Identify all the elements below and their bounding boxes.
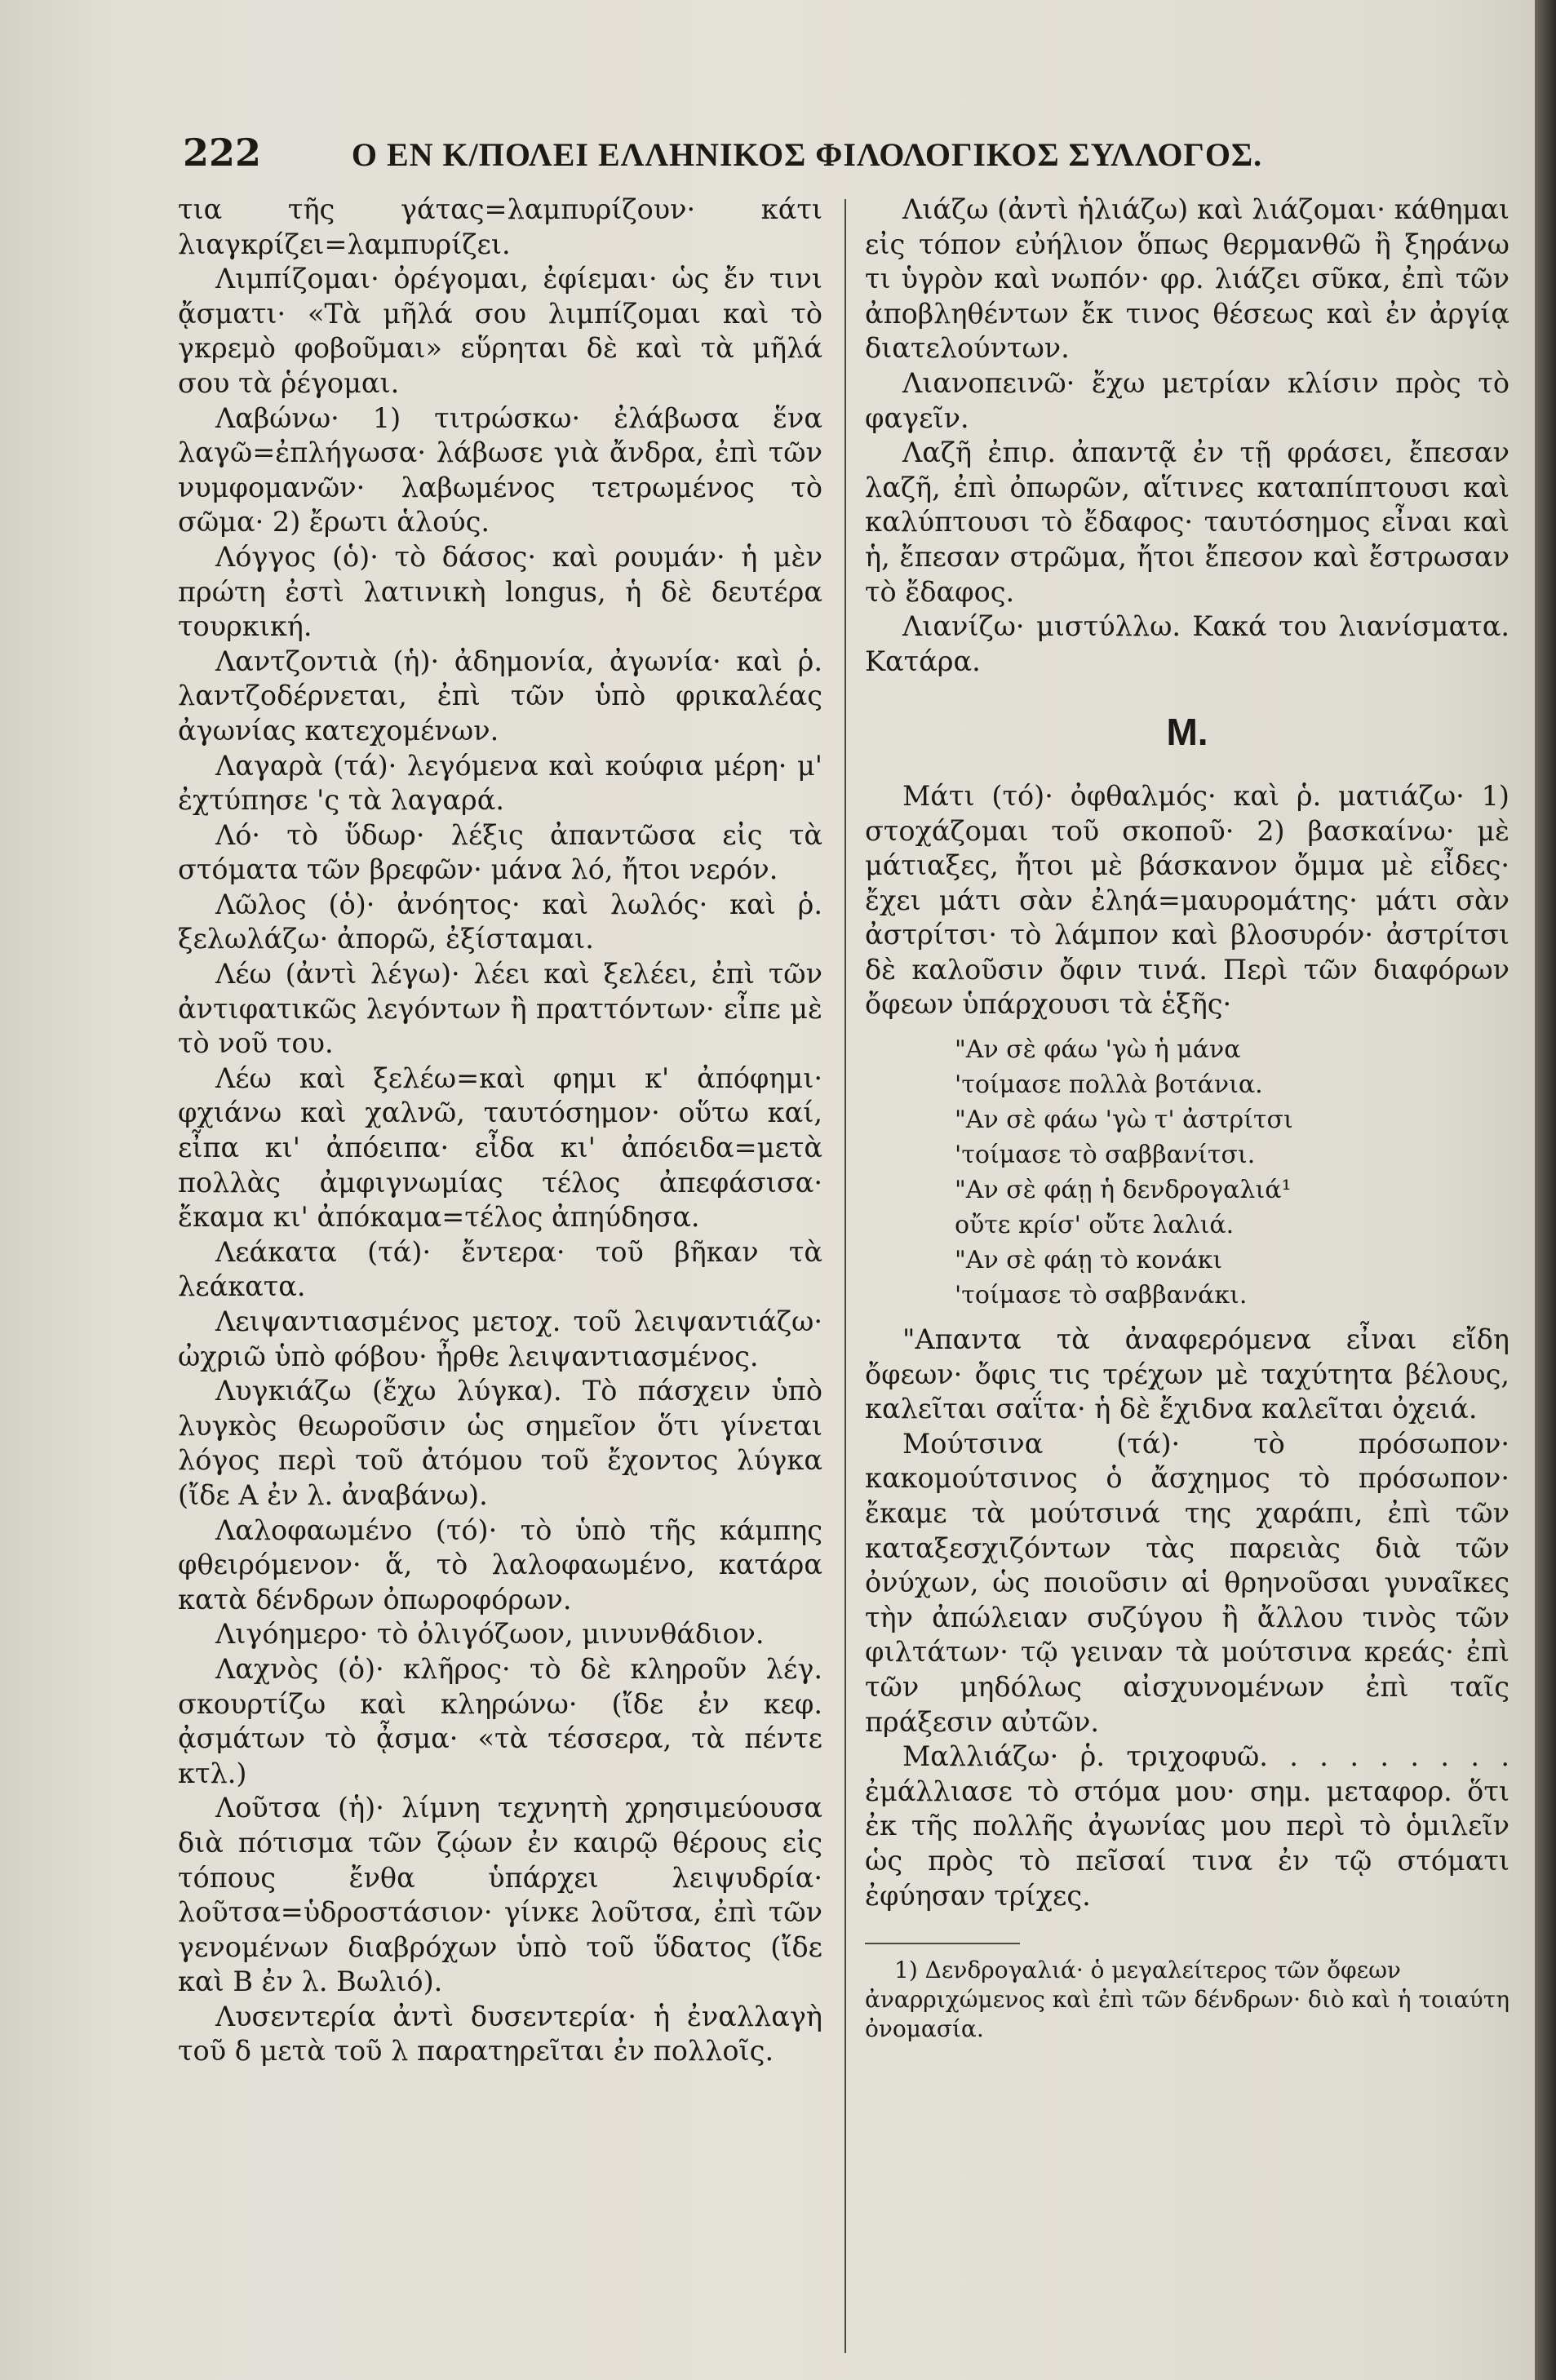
verse-block (955, 1032, 1509, 1313)
dictionary-entry: Λοῦτσα (ἡ)· λίμνη τεχνητὴ χρησιμεύουσα διὰ πότισμα τῶν ζῴων ἐν καιρῷ θέρους εἰς τόπους ἔνθα ὑπάρχει λειψυδρία· λοῦτσα=ὑδροστάσιον· γίνκε λοῦτσα, ἐπὶ τῶν γενομένων διαβρόχων ὑπὸ τοῦ ὕδατος (ἴδε καὶ Β ἐν λ. Βωλιό). (178, 1792, 822, 1998)
dictionary-entry: Λεάκατα (τά)· ἔντερα· τοῦ βῆκαν τὰ λεάκατα. (178, 1235, 822, 1303)
page-number: 222 (183, 131, 262, 175)
right-column (865, 193, 1509, 2044)
column-divider (844, 199, 846, 2353)
verse-line: "Αν σὲ φάῃ τὸ κονάκι (955, 1246, 1223, 1275)
dictionary-entry: Λυγκιάζω (ἔχω λύγκα). Τὸ πάσχειν ὑπὸ λυγκὸς θεωροῦσιν ὡς σημεῖον ὅτι γίνεται λόγος περὶ τοῦ ἀτόμου τοῦ ἔχοντος λύγκα (ἴδε Α ἐν λ. ἀναβάνω). (178, 1375, 822, 1511)
dictionary-entry: Λιανοπεινῶ· ἔχω μετρίαν κλίσιν πρὸς τὸ φαγεῖν. (865, 366, 1509, 434)
running-head: Ο ΕΝ Κ/ΠΟΛΕΙ ΕΛΛΗΝΙΚΟΣ ΦΙΛΟΛΟΓΙΚΟΣ ΣΥΛΛΟΓΟΣ. (351, 136, 1263, 173)
dictionary-entry: Λαχνὸς (ὁ)· κλῆρος· τὸ δὲ κληροῦν λέγ. σκουρτίζω καὶ κληρώνω· (ἴδε ἐν κεφ. ᾀσμάτων τὸ ᾆσμα· «τὰ τέσσερα, τὰ πέντε κτλ.) (178, 1652, 822, 1789)
verse-line: 'τοίμασε πολλὰ βοτάνια. (955, 1070, 1263, 1100)
dictionary-entry: Μαλλιάζω· ῥ. τριχοφυῶ. . . . . . . . . ἐμάλλιασε τὸ στόμα μου· σημ. μεταφορ. ὅτι ἐκ τῆς πολλῆς ἀγωνίας μου περὶ τὸ ὁμιλεῖν ὡς πρὸς τὸ πεῖσαί τινα ἐν τῷ στόματι ἐφύησαν τρίχες. (865, 1740, 1509, 1912)
dictionary-entry: Λαγαρὰ (τά)· λεγόμενα καὶ κούφια μέρη· μ' ἐχτύπησε 'ς τὰ λαγαρά. (178, 749, 822, 817)
verse-line: "Αν σὲ φάω 'γὼ τ' ἀστρίτσι (955, 1106, 1293, 1135)
dictionary-entry: Λό· τὸ ὕδωρ· λέξις ἀπαντῶσα εἰς τὰ στόματα τῶν βρεφῶν· μάνα λό, ἤτοι νερόν. (178, 818, 822, 886)
dictionary-entry: Λαβώνω· 1) τιτρώσκω· ἐλάβωσα ἕνα λαγῶ=ἐπλήγωσα· λάβωσε γιὰ ἄνδρα, ἐπὶ τῶν νυμφομανῶν· λαβωμένος τετρωμένος τὸ σῶμα· 2) ἔρωτι ἁλούς. (178, 401, 822, 538)
dictionary-entry: Μάτι (τό)· ὀφθαλμός· καὶ ῥ. ματιάζω· 1) στοχάζομαι τοῦ σκοποῦ· 2) βασκαίνω· μὲ μάτιαξες, ἤτοι μὲ βάσκανον ὄμμα μὲ εἶδες· ἔχει μάτι σὰν ἐληά=μαυρομάτης· μάτι σὰν ἀστρίτσι· τὸ λάμπον καὶ βλοσυρόν· ἀστρίτσι δὲ καλοῦσιν ὄφιν τινά. Περὶ τῶν διαφόρων ὄφεων ὑπάρχουσι τὰ ἑξῆς· (865, 779, 1509, 1021)
section-heading-letter: Μ. (1166, 711, 1208, 754)
footnote: 1) Δενδρογαλιά· ὁ μεγαλείτερος τῶν ὄφεων ἀναρριχώμενος καὶ ἐπὶ τῶν δένδρων· διὸ καὶ ἡ τοιαύτη ὀνομασία. (865, 1957, 1509, 2043)
dictionary-entry: "Απαντα τὰ ἀναφερόμενα εἶναι εἴδη ὄφεων· ὄφις τις τρέχων μὲ ταχύτητα βέλους, καλεῖται σαΐτα· ἡ δὲ ἔχιδνα καλεῖται ὀχειά. (865, 1323, 1509, 1425)
verse-line: "Αν σὲ φάω 'γὼ ἡ μάνα (955, 1035, 1241, 1065)
dictionary-entry: Λαντζοντιὰ (ἡ)· ἀδημονία, ἀγωνία· καὶ ῥ. λαντζοδέρνεται, ἐπὶ τῶν ὑπὸ φρικαλέας ἀγωνίας κατεχομένων. (178, 645, 822, 747)
dictionary-entry: Λιάζω (ἀντὶ ἡλιάζω) καὶ λιάζομαι· κάθημαι εἰς τόπον εὐήλιον ὅπως θερμανθῶ ἢ ξηράνω τι ὑγρὸν καὶ νωπόν· φρ. λιάζει σῦκα, ἐπὶ τῶν ἀποβληθέντων ἔκ τινος θέσεως καὶ ἐν ἀργίᾳ διατελούντων. (865, 193, 1509, 365)
dictionary-entry: Λιανίζω· μιστύλλω. Κακά του λιανίσματα. Κατάρα. (865, 610, 1509, 677)
dictionary-entry: Λῶλος (ὁ)· ἀνόητος· καὶ λωλός· καὶ ῥ. ξελωλάζω· ἀπορῶ, ἐξίσταμαι. (178, 888, 822, 955)
verse-line: "Αν σὲ φάῃ ἡ δενδρογαλιά¹ (955, 1176, 1292, 1205)
dictionary-entry: Λαζῆ ἐπιρ. ἀπαντᾷ ἐν τῇ φράσει, ἔπεσαν λαζῆ, ἐπὶ ὀπωρῶν, αἵτινες καταπίπτουσι καὶ καλύπτουσι τὸ ἔδαφος· ταυτόσημος εἶναι καὶ ἡ, ἔπεσαν στρῶμα, ἤτοι ἔπεσον καὶ ἔστρωσαν τὸ ἔδαφος. (865, 437, 1509, 608)
dictionary-entry: Λέω (ἀντὶ λέγω)· λέει καὶ ξελέει, ἐπὶ τῶν ἀντιφατικῶς λεγόντων ἢ πραττόντων· εἶπε μὲ τὸ νοῦ του. (178, 958, 822, 1060)
dictionary-entry: Λόγγος (ὁ)· τὸ δάσος· καὶ ρουμάν· ἡ μὲν πρώτη ἐστὶ λατινικὴ longus, ἡ δὲ δευτέρα τουρκική. (178, 540, 822, 643)
dictionary-entry: Λιγόημερο· τὸ ὀλιγόζωον, μινυνθάδιον. (215, 1618, 765, 1651)
page-header (183, 131, 1268, 179)
left-column (178, 193, 822, 2069)
dictionary-entry: Λέω καὶ ξελέω=καὶ φημι κ' ἀπόφημι· φχιάνω καὶ χαλνῶ, ταυτόσημον· οὕτω καί, εἶπα κι' ἀπόειπα· εἶδα κι' ἀπόειδα=μετὰ πολλὰς ἀμφιγνωμίας τέλος ἀπεφάσισα· ἔκαμα κι' ἀπόκαμα=τέλος ἀπηύδησα. (178, 1061, 822, 1234)
dictionary-entry: Λιμπίζομαι· ὀρέγομαι, ἐφίεμαι· ὡς ἔν τινι ᾄσματι· «Τὰ μῆλά σου λιμπίζομαι καὶ τὸ γκρεμὸ φοβοῦμαι» εὕρηται δὲ καὶ τὰ μῆλά σου τὰ ῥέγομαι. (178, 263, 822, 399)
footnote-rule (865, 1943, 1020, 1944)
verse-line: οὔτε κρίσ' οὔτε λαλιά. (955, 1211, 1235, 1240)
dictionary-entry: Λαλοφαωμένο (τό)· τὸ ὑπὸ τῆς κάμπης φθειρόμενον· ἅ, τὸ λαλοφαωμένο, κατάρα κατὰ δένδρων ὀπωροφόρων. (178, 1514, 822, 1615)
verse-line: 'τοίμασε τὸ σαββανίτσι. (955, 1141, 1256, 1170)
dictionary-entry: Λυσεντερία ἀντὶ δυσεντερία· ἡ ἐναλλαγὴ τοῦ δ μετὰ τοῦ λ παρατηρεῖται ἐν πολλοῖς. (178, 2000, 822, 2068)
verse-line: 'τοίμασε τὸ σαββανάκι. (955, 1281, 1248, 1310)
book-spine-shadow (1535, 0, 1556, 2380)
dictionary-entry: Λειψαντιασμένος μετοχ. τοῦ λειψαντιάζω· ὠχριῶ ὑπὸ φόβου· ἦρθε λειψαντιασμένος. (178, 1305, 822, 1372)
dictionary-entry: Μούτσινα (τά)· τὸ πρόσωπον· κακομούτσινος ὁ ἄσχημος τὸ πρόσωπον· ἔκαμε τὰ μούτσινά της χαράπι, ἐπὶ τῶν καταξεσχιζόντων τὰς παρειὰς διὰ τῶν ὀνύχων, ὡς ποιοῦσιν αἱ θρηνοῦσαι γυναῖκες τὴν ἀπώλειαν συζύγου ἢ ἄλλου τινὸς τῶν φιλτάτων· τῷ γειναν τὰ μούτσινα κρεάς· ἐπὶ τῶν μηδόλως αἰσχυνομένων ἐπὶ ταῖς πράξεσιν αὐτῶν. (865, 1427, 1509, 1738)
dictionary-entry: τια τῆς γάτας=λαμπυρίζουν· κάτι λιαγκρίζει=λαμπυρίζει. (178, 193, 822, 260)
